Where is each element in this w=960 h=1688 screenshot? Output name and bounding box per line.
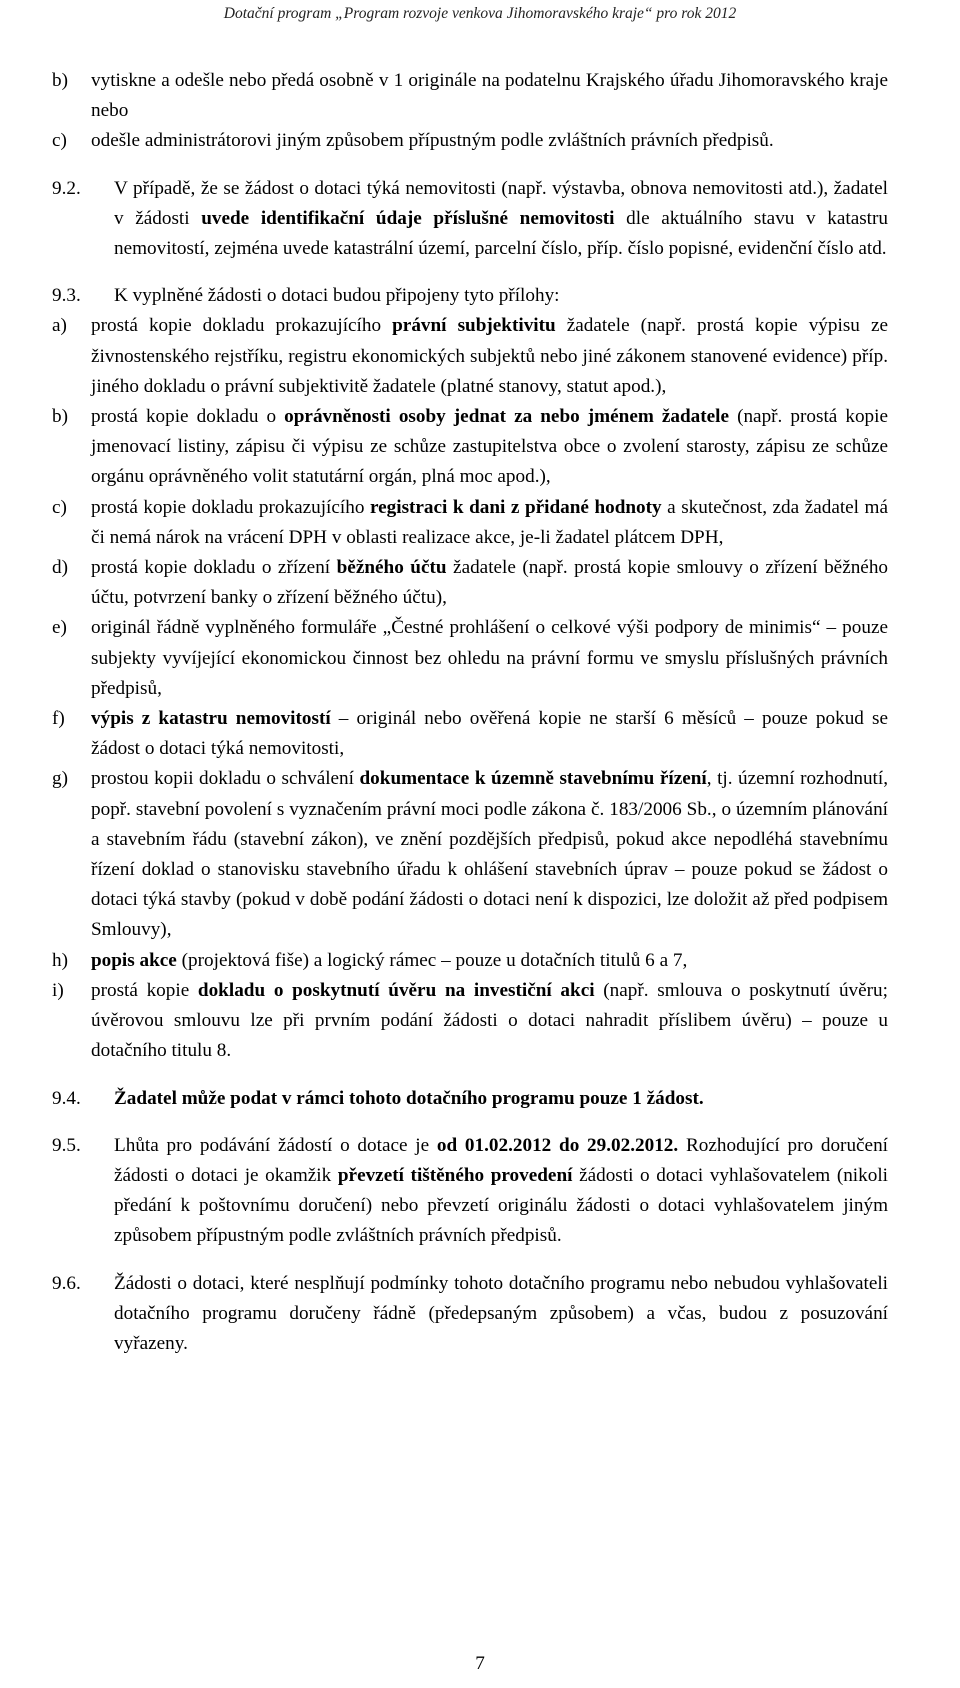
section-number: 9.6. bbox=[52, 1272, 81, 1294]
item-label: e) bbox=[52, 617, 67, 639]
attachment-item-f bbox=[52, 704, 888, 764]
attachment-item-c bbox=[52, 493, 888, 553]
item-label: h) bbox=[52, 949, 68, 971]
section-9-5 bbox=[52, 1131, 888, 1252]
item-label: c) bbox=[52, 496, 67, 518]
item-text: prostá kopie dokladu prokazujícího právní subjektivitu žadatele (např. prostá kopie výpisu ze živnostenského rejstříku, registru ekonomických subjektů nebo jiné zákonem stanovené evidence) příp. jiného dokladu o právní subjektivitě žadatele (platné stanovy, statut apod.), bbox=[91, 315, 888, 397]
list-item-b bbox=[52, 66, 888, 126]
item-label: g) bbox=[52, 768, 68, 790]
item-label: d) bbox=[52, 557, 68, 579]
page-number: 7 bbox=[475, 1653, 485, 1674]
attachment-item-i bbox=[52, 976, 888, 1067]
section-text: Žádosti o dotaci, které nesplňují podmínky tohoto dotačního programu nebo nebudou vyhlašovateli dotačního programu doručeny řádně (předepsaným způsobem) a včas, budou z posuzování vyřazeny. bbox=[114, 1272, 888, 1354]
item-text: prostá kopie dokladu prokazujícího registraci k dani z přidané hodnoty a skutečnost, zda žadatel má či nemá nárok na vrácení DPH v oblasti realizace akce, je-li žadatel plátcem DPH, bbox=[91, 496, 888, 548]
section-number: 9.5. bbox=[52, 1134, 81, 1156]
attachment-item-b bbox=[52, 402, 888, 493]
section-9-4 bbox=[52, 1084, 888, 1114]
item-label: b) bbox=[52, 406, 68, 428]
page-header: Dotační program „Program rozvoje venkova Jihomoravského kraje“ pro rok 2012 bbox=[223, 5, 737, 22]
section-text: Lhůta pro podávání žádostí o dotace je od 01.02.2012 do 29.02.2012. Rozhodující pro doručení žádosti o dotaci je okamžik převzetí tištěného provedení žádosti o dotaci vyhlašovatelem (nikoli předání k poštovnímu doručení) nebo převzetí originálu žádosti o dotaci vyhlašovatelem jiným způsobem přípustným podle zvláštních právních předpisů. bbox=[114, 1134, 888, 1247]
item-label: b) bbox=[52, 70, 68, 91]
section-9-3 bbox=[52, 281, 888, 311]
item-text: vytiskne a odešle nebo předá osobně v 1 originále na podatelnu Krajského úřadu Jihomoravského kraje nebo bbox=[91, 70, 888, 122]
section-9-2 bbox=[52, 174, 888, 265]
section-number: 9.3. bbox=[52, 285, 81, 307]
section-text: Žadatel může podat v rámci tohoto dotačního programu pouze 1 žádost. bbox=[114, 1087, 704, 1109]
item-text: originál řádně vyplněného formuláře „Čestné prohlášení o celkové výši podpory de minimis“ – pouze subjekty vyvíjející ekonomickou činnost bez ohledu na právní formu ve smyslu příslušných právních předpisů, bbox=[91, 617, 888, 699]
item-label: f) bbox=[52, 708, 65, 730]
item-text: prostá kopie dokladu o oprávněnosti osoby jednat za nebo jménem žadatele (např. prostá kopie jmenovací listiny, zápisu či výpisu ze schůze zastupitelstva obce o zvolení starosty, zápisu ze schůze orgánu oprávněného volit statutární orgán, plná moc apod.), bbox=[91, 406, 888, 488]
document-body bbox=[52, 66, 888, 1359]
item-label: a) bbox=[52, 315, 67, 337]
item-text: prostá kopie dokladu o zřízení běžného účtu žadatele (např. prostá kopie smlouvy o zřízení běžného účtu, potvrzení banky o zřízení běžného účtu), bbox=[91, 557, 889, 609]
item-text: popis akce (projektová fiše) a logický rámec – pouze u dotačních titulů 6 a 7, bbox=[91, 949, 688, 971]
section-text: V případě, že se žádost o dotaci týká nemovitosti (např. výstavba, obnova nemovitosti atd.), žadatel v žádosti uvede identifikační údaje příslušné nemovitosti dle aktuálního stavu v katastru nemovitostí, zejména uvede katastrální území, parcelní číslo, příp. číslo popisné, evidenční číslo atd. bbox=[114, 177, 888, 260]
item-text: prostá kopie dokladu o poskytnutí úvěru na investiční akci (např. smlouva o poskytnutí úvěru; úvěrovou smlouvu lze při prvním podání žádosti o dotaci nahradit příslibem úvěru) – pouze u dotačního titulu 8. bbox=[91, 979, 888, 1062]
item-label: c) bbox=[52, 130, 67, 152]
item-text: prostou kopii dokladu o schválení dokumentace k územně stavebnímu řízení, tj. územní rozhodnutí, popř. stavební povolení s vyznačením právní moci podle zákona č. 183/2006 Sb., o územním plánování a stavebním řádu (stavební zákon), ve znění pozdějších předpisů, pokud akce nepodléhá stavebnímu řízení doklad o stanovisku stavebního úřadu k ohlášení stavebních úprav – pouze pokud se žádost o dotaci týká stavby (pokud v době podání žádosti o dotaci není k dispozici, lze doložit až před podpisem Smlouvy), bbox=[91, 768, 888, 941]
attachment-item-a bbox=[52, 311, 888, 402]
item-text: výpis z katastru nemovitostí – originál nebo ověřená kopie ne starší 6 měsíců – pouze pokud se žádost o dotaci týká nemovitosti, bbox=[91, 708, 888, 760]
attachment-item-h bbox=[52, 946, 888, 976]
section-intro: K vyplněné žádosti o dotaci budou připojeny tyto přílohy: bbox=[114, 285, 560, 307]
attachment-item-d bbox=[52, 553, 888, 613]
attachment-item-g bbox=[52, 764, 888, 945]
section-9-6 bbox=[52, 1269, 888, 1360]
item-label: i) bbox=[52, 979, 64, 1001]
attachment-item-e bbox=[52, 613, 888, 704]
section-number: 9.4. bbox=[52, 1087, 81, 1109]
list-item-c bbox=[52, 126, 888, 156]
section-number: 9.2. bbox=[52, 177, 81, 199]
item-text: odešle administrátorovi jiným způsobem přípustným podle zvláštních právních předpisů. bbox=[91, 130, 774, 152]
